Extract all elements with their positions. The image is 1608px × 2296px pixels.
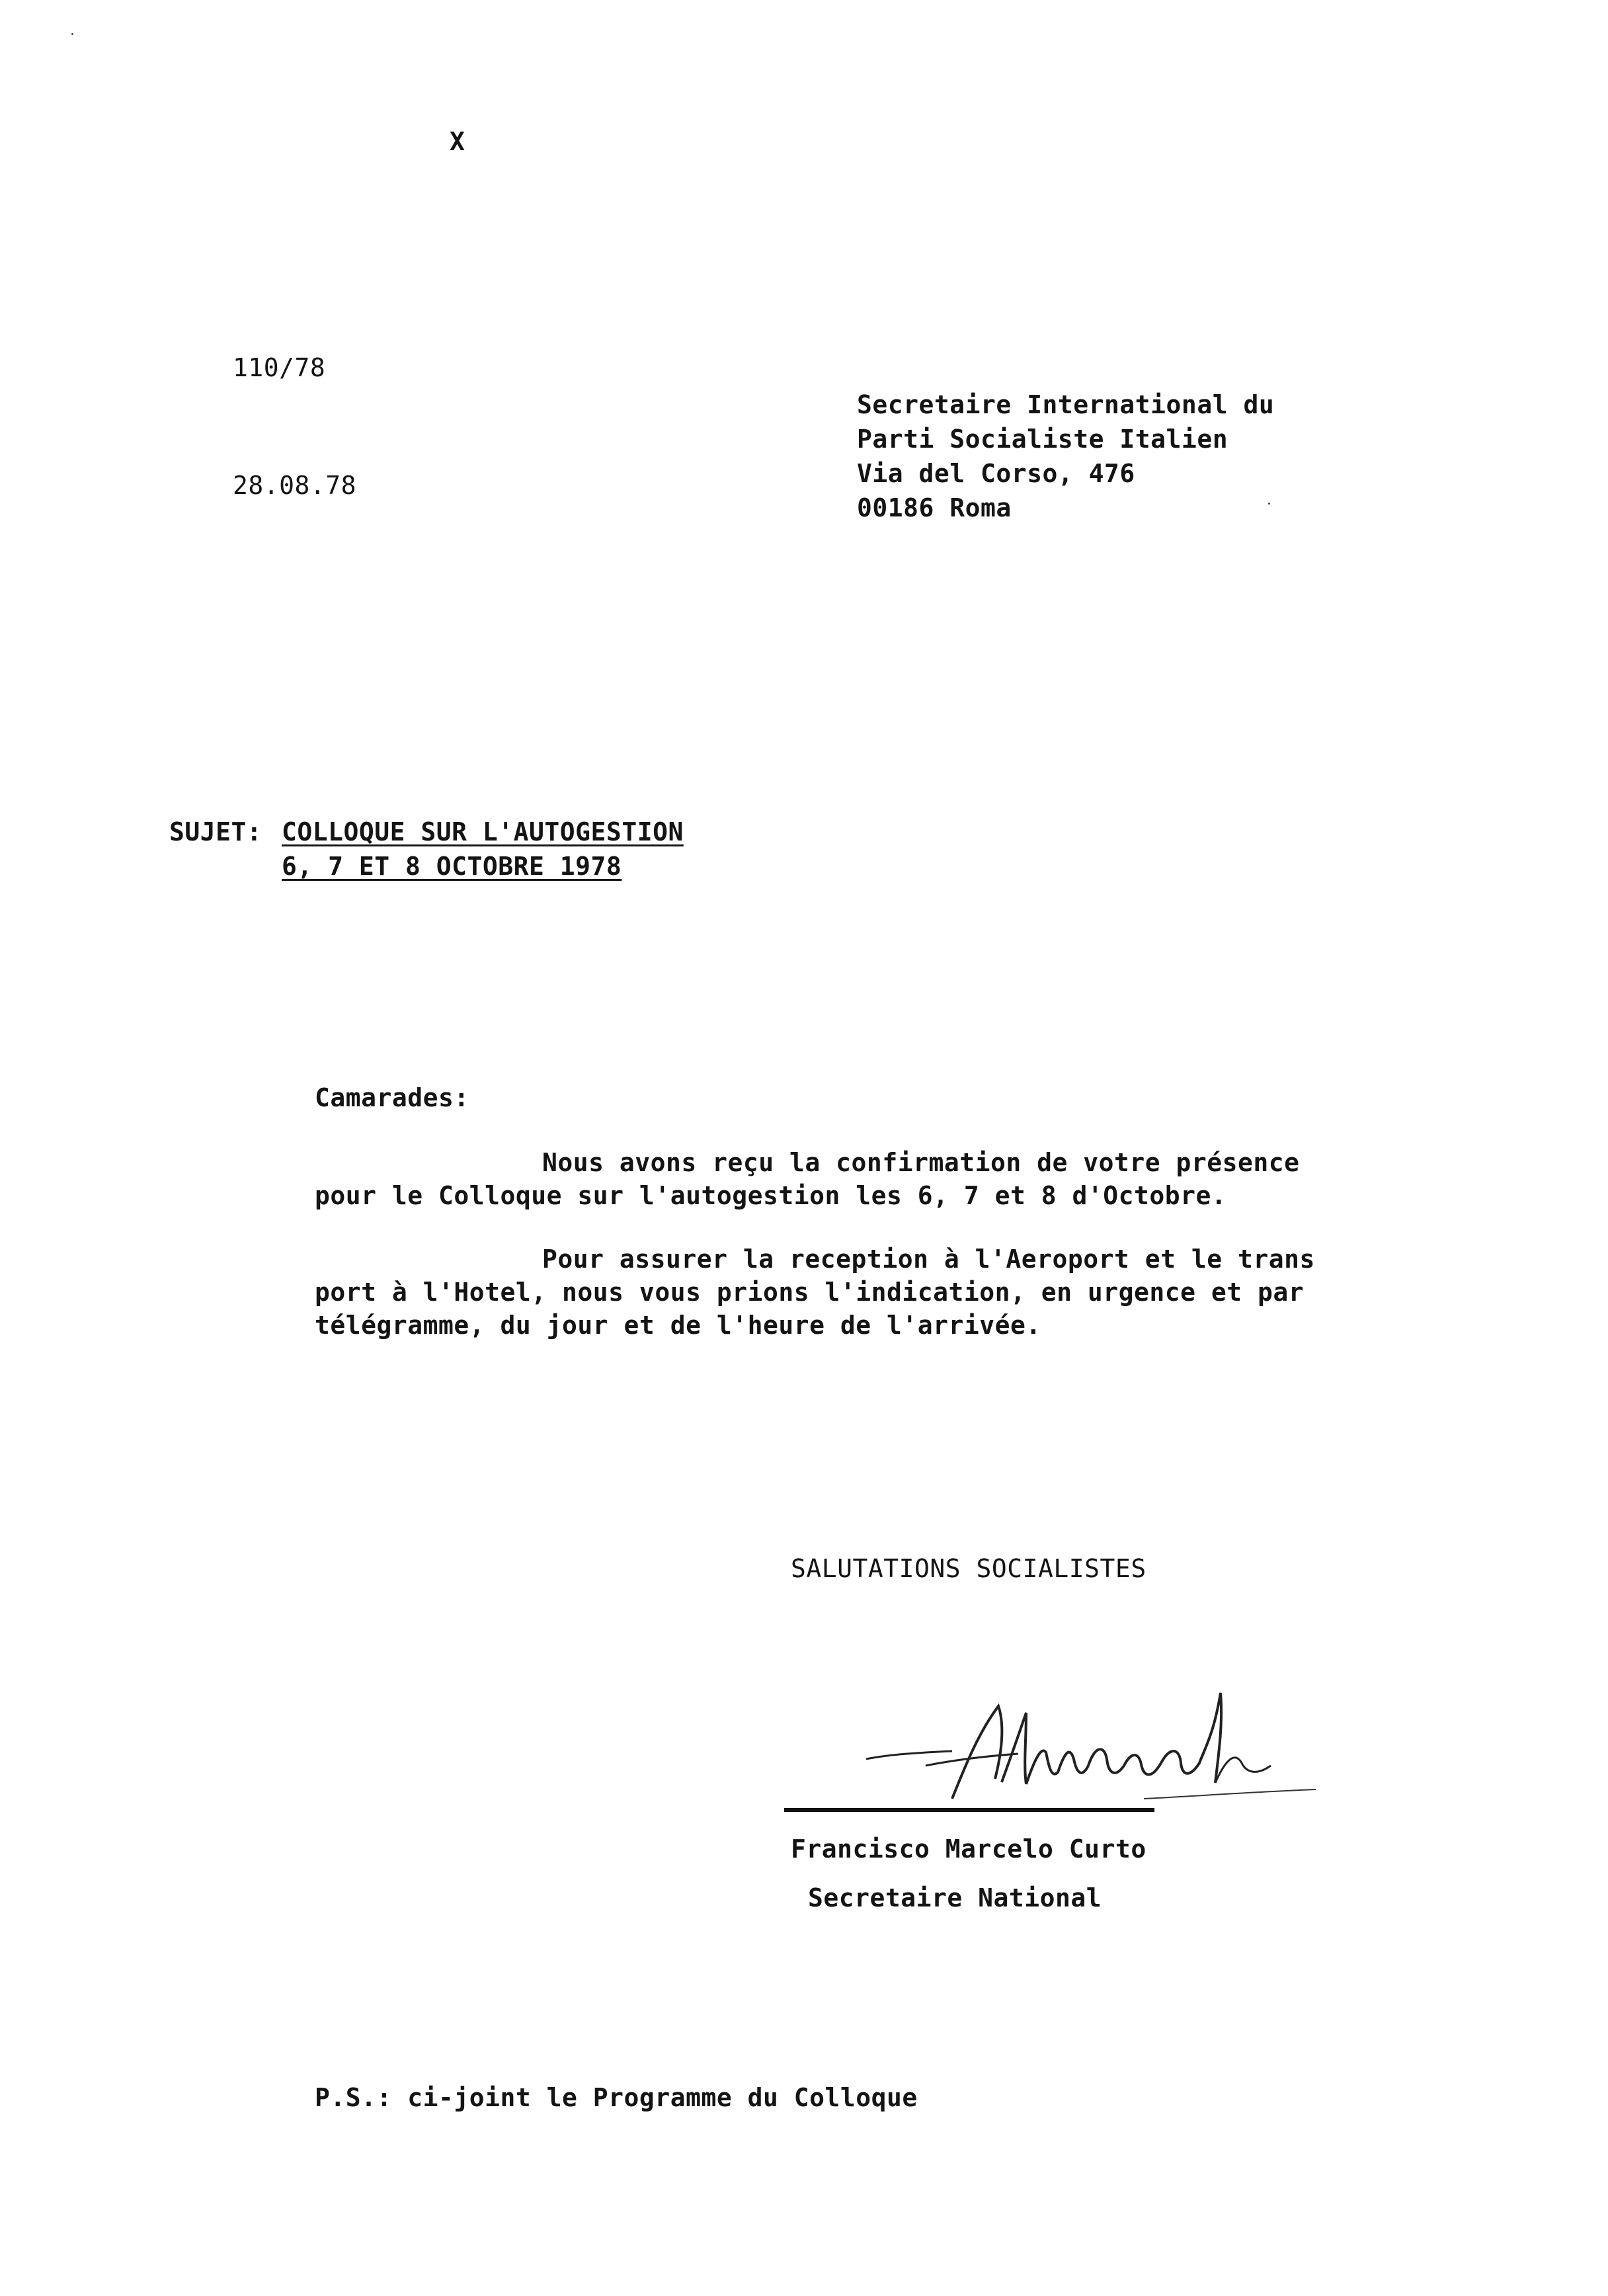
recipient-line-4: 00186 Roma xyxy=(857,493,1012,522)
subject-label: SUJET: xyxy=(169,817,262,846)
postscript: P.S.: ci-joint le Programme du Colloque xyxy=(315,2083,918,2112)
file-mark: X xyxy=(450,127,465,156)
body-p2-line-1: Pour assurer la reception à l'Aeroport et le trans xyxy=(542,1245,1315,1274)
subject-line-1: COLLOQUE SUR L'AUTOGESTION xyxy=(282,817,684,846)
closing: SALUTATIONS SOCIALISTES xyxy=(791,1554,1146,1583)
signatory-title: Secretaire National xyxy=(808,1883,1102,1912)
reference-number: 110/78 xyxy=(233,353,326,382)
subject-line-2: 6, 7 ET 8 OCTOBRE 1978 xyxy=(282,852,622,881)
body-p1-line-2: pour le Colloque sur l'autogestion les 6, 7 et 8 d'Octobre. xyxy=(315,1181,1227,1210)
body-p2-line-2: port à l'Hotel, nous vous prions l'indication, en urgence et par xyxy=(315,1278,1305,1307)
signatory-name: Francisco Marcelo Curto xyxy=(791,1834,1146,1864)
body-p2-line-3: télégramme, du jour et de l'heure de l'arrivée. xyxy=(315,1311,1041,1340)
letter-date: 28.08.78 xyxy=(233,471,357,500)
body-p1-line-1: Nous avons reçu la confirmation de votre présence xyxy=(542,1148,1300,1177)
salutation: Camarades: xyxy=(315,1083,469,1112)
recipient-line-3: Via del Corso, 476 xyxy=(857,459,1135,488)
signature-image xyxy=(853,1666,1329,1825)
recipient-line-2: Parti Socialiste Italien xyxy=(857,425,1228,454)
recipient-line-1: Secretaire International du xyxy=(857,390,1275,419)
signature-rule xyxy=(784,1808,1154,1812)
scan-speck xyxy=(1268,503,1270,505)
scan-speck xyxy=(71,33,73,35)
